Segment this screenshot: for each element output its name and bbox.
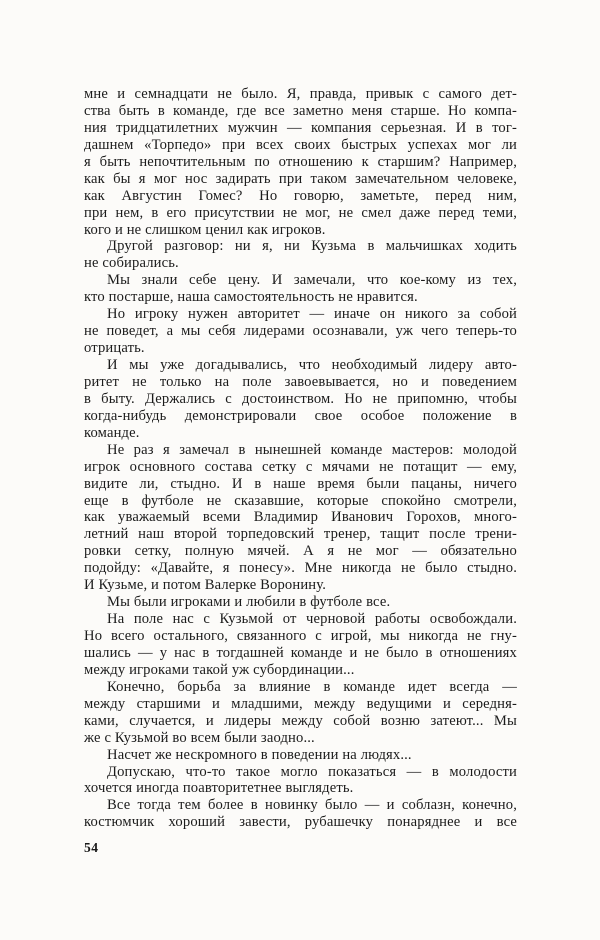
text-line: в быту. Держались с достоинством. Но не припомню, чтобы [84,390,517,407]
text-line: Мы были игроками и любили в футболе все. [107,594,391,611]
text-line: я быть непочтительным по отношению к старшим? Например, [84,153,517,170]
page-number: 54 [84,840,99,855]
text-line: дашнем «Торпедо» при всех своих быстрых успехах мог ли [84,136,517,153]
text-line: ровки сетку, полную мячей. А я не мог — обязательно [84,543,517,560]
text-line: игрок основного состава сетку с мячами не потащит — ему, [84,458,517,475]
text-line: между старшими и младшими, между ведущими и середня- [84,695,517,712]
text-line: На поле нас с Кузьмой от черновой работы освобождали. [107,611,517,628]
text-line: же с Кузьмой во всем были заодно... [84,729,315,746]
text-line: отрицать. [84,340,145,357]
text-line: кого и не слишком ценил как игроков. [84,221,326,238]
text-line: как Августин Гомес? Но говорю, заметьте, перед ним, [84,187,517,204]
text-line: мне и семнадцати не было. Я, правда, привык с самого дет- [84,86,517,102]
text-line: подойду: «Давайте, я понесу». Мне никогда не было стыдно. [84,560,517,577]
text-line: хочется иногда поавторитетнее выглядеть. [84,780,354,797]
text-line: ства быть в команде, где все заметно меня старше. Но компа- [84,102,517,119]
text-line: видите ли, стыдно. И в наше время были пацаны, ничего [84,475,517,492]
text-line: шались — у нас в тогдашней команде и не было в отношениях [84,644,517,661]
text-line: Допускаю, что-то такое могло показаться — в молодости [107,763,517,780]
text-line: Не раз я замечал в нынешней команде мастеров: молодой [107,441,517,458]
text-line: И мы уже догадывались, что необходимый лидеру авто- [107,357,517,373]
text-line: Мы знали себе цену. И замечали, что кое-кому из тех, [107,272,517,289]
text-line: когда-нибудь демонстрировали свое особое положение в [84,407,517,424]
text-line: Насчет же нескромного в поведении на людях... [107,746,412,763]
text-line: не собирались. [84,255,179,272]
text-line: как уважаемый всеми Владимир Иванович Горохов, много- [84,509,517,526]
text-line: ками, случается, и лидеры между собой возню затеют... Мы [84,712,517,729]
text-line: ритет не только на поле завоевывается, но и поведением [84,373,517,390]
text-line: между игроками такой уж субординации... [84,661,355,678]
text-line: команде. [84,424,140,441]
text-line: не поведет, а мы себя лидерами осознавали, уж чего теперь-то [84,323,517,340]
text-line: ния тридцатилетних мужчин — компания серьезная. И в тог- [84,119,517,136]
text-line: И Кузьме, и потом Валерке Воронину. [84,577,327,594]
text-line: Но всего остального, связанного с игрой, мы никогда не гну- [84,628,517,644]
text-line: Но игроку нужен авторитет — иначе он никого за собой [107,306,517,323]
text-line: еще в футболе не сказавшие, которые спокойно смотрели, [84,492,517,509]
text-line: при нем, в его присутствии не мог, не смел даже перед теми, [84,204,517,221]
text-line: Все тогда тем более в новинку было — и соблазн, конечно, [107,797,517,814]
text-line: Конечно, борьба за влияние в команде идет всегда — [107,678,517,695]
text-line: как бы я мог нос задирать при таком замечательном человеке, [84,170,517,187]
page-text [84,86,517,831]
text-line: Другой разговор: ни я, ни Кузьма в мальчишках ходить [107,238,517,255]
text-line: летний наш второй торпедовский тренер, тащит после трени- [84,526,517,543]
text-line: костюмчик хороший завести, рубашечку понаряднее и все [84,814,517,831]
text-line: кто постарше, наша самостоятельность не нравится. [84,289,418,306]
